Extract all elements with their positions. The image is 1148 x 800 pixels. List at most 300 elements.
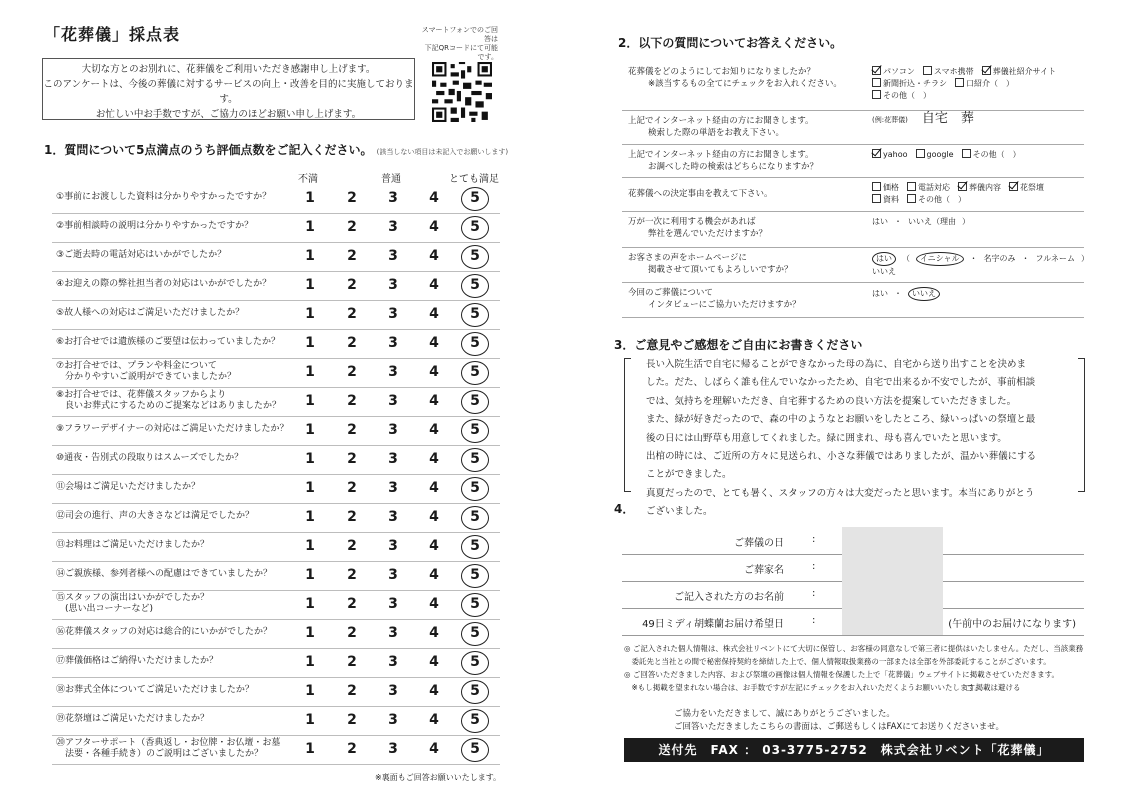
score-option-4[interactable]: 4 bbox=[429, 277, 439, 293]
score-option-5[interactable]: 5 bbox=[470, 393, 480, 409]
question-line: ⑭ご親族様、参列者様への配慮はできていましたか？ bbox=[56, 569, 273, 579]
selected-score-circle bbox=[461, 448, 489, 472]
score-option-2[interactable]: 2 bbox=[347, 364, 357, 380]
fax-banner: 送付先 FAX ： 03-3775-2752 株式会社リベント「花葬儀」 bbox=[624, 738, 1084, 762]
score-option-5[interactable]: 5 bbox=[470, 277, 480, 293]
thanks-line: ご回答いただきましたこちらの書面は、ご郵送もしくはFAXにてお送りくださいませ。 bbox=[674, 722, 1004, 732]
selected-score-circle bbox=[461, 332, 489, 356]
question-line: 法要・各種手続き）のご説明はございましたか？ bbox=[56, 749, 264, 759]
score-option-2[interactable]: 2 bbox=[347, 538, 357, 554]
field-input[interactable] bbox=[948, 581, 1078, 608]
checkbox-icon bbox=[872, 149, 881, 158]
score-option-3[interactable]: 3 bbox=[388, 712, 398, 728]
privacy-line: ◎ ご記入された個人情報は、株式会社リベントにて大切に保管し、お客様の同意なしで第三者に提供はいたしません。ただし、当該業務 bbox=[624, 644, 1084, 653]
score-option-4[interactable]: 4 bbox=[429, 654, 439, 670]
redacted-value bbox=[842, 581, 943, 608]
score-option-2[interactable]: 2 bbox=[347, 422, 357, 438]
score-option-3[interactable]: 3 bbox=[388, 596, 398, 612]
question-text bbox=[56, 308, 244, 319]
rating-row bbox=[52, 445, 500, 475]
score-option-1[interactable]: 1 bbox=[305, 538, 315, 554]
survey-answer bbox=[872, 182, 1052, 206]
answer-option[interactable]: ） bbox=[1012, 150, 1021, 159]
checkbox-label: 価格 bbox=[883, 183, 899, 192]
selected-score-circle bbox=[461, 245, 489, 269]
score-option-3[interactable]: 3 bbox=[388, 567, 398, 583]
rating-row bbox=[52, 648, 500, 678]
survey-answer bbox=[872, 149, 1027, 161]
answer-option[interactable]: ） bbox=[958, 195, 966, 204]
answer-checkbox[interactable] bbox=[955, 79, 998, 88]
rating-row bbox=[52, 213, 500, 243]
selected-score-circle bbox=[461, 274, 489, 298]
survey-answer bbox=[872, 216, 976, 228]
privacy-line: ※もし掲載を望まれない場合は、お手数ですが左記にチェックをお入れいただくようお願いいたします。 bbox=[624, 683, 982, 692]
checkbox-icon bbox=[907, 194, 916, 203]
score-option-2[interactable]: 2 bbox=[347, 335, 357, 351]
comment-line: 出棺の時には、ご近所の方々に見送られ、小さな葬儀ではありましたが、温かい葬儀にする bbox=[646, 451, 1037, 463]
answer-line bbox=[872, 66, 1064, 78]
score-option-5[interactable]: 5 bbox=[470, 509, 480, 525]
question-line: ⑧お打合せでは、花葬儀スタッフからより bbox=[56, 390, 227, 400]
score-option-2[interactable]: 2 bbox=[347, 480, 357, 496]
question-line: 良いお葬式にするためのご提案などはありましたか？ bbox=[56, 401, 282, 411]
score-option-1[interactable]: 1 bbox=[305, 364, 315, 380]
selected-score-circle bbox=[461, 390, 489, 414]
rating-row bbox=[52, 300, 500, 330]
score-option-4[interactable]: 4 bbox=[429, 741, 439, 757]
rating-row bbox=[52, 474, 500, 504]
question-line: ②事前相談時の説明は分かりやすかったですか？ bbox=[56, 221, 254, 231]
survey-question bbox=[628, 216, 767, 240]
question-text bbox=[56, 361, 236, 383]
selected-score-circle bbox=[461, 593, 489, 617]
intro-line: 大切な方とのお別れに、花葬儀をご利用いただき感謝申し上げます。 bbox=[81, 64, 376, 75]
score-option-2[interactable]: 2 bbox=[347, 190, 357, 206]
score-option-5[interactable]: 5 bbox=[470, 538, 480, 554]
checkbox-icon bbox=[955, 78, 964, 87]
answer-checkbox[interactable] bbox=[958, 183, 1001, 192]
score-option-1[interactable]: 1 bbox=[305, 393, 315, 409]
field-label: ご記入された方のお名前 bbox=[674, 592, 784, 603]
answer-checkbox[interactable] bbox=[1009, 183, 1044, 192]
back-side-note: ※裏面もご回答お願いいたします。 bbox=[375, 773, 502, 782]
optout-checkbox[interactable]: □ 掲載は避ける bbox=[966, 683, 1021, 692]
score-option-3[interactable]: 3 bbox=[388, 625, 398, 641]
checkbox-icon bbox=[872, 66, 881, 75]
score-option-4[interactable]: 4 bbox=[429, 393, 439, 409]
survey-answer bbox=[872, 287, 946, 301]
score-option-5[interactable]: 5 bbox=[470, 219, 480, 235]
score-option-4[interactable]: 4 bbox=[429, 538, 439, 554]
field-colon: : bbox=[812, 561, 816, 572]
score-option-3[interactable]: 3 bbox=[388, 364, 398, 380]
score-option-4[interactable]: 4 bbox=[429, 712, 439, 728]
checkbox-icon bbox=[962, 149, 971, 158]
survey-row bbox=[622, 212, 1084, 248]
selected-score-circle bbox=[461, 651, 489, 675]
answer-option[interactable]: ・ bbox=[969, 254, 978, 263]
question-line: 分かりやすいご説明ができていましたか？ bbox=[56, 372, 237, 382]
answer-checkbox[interactable] bbox=[872, 67, 915, 76]
checkbox-icon bbox=[923, 66, 932, 75]
survey-question-line: 花葬儀への決定事由を教えて下さい。 bbox=[628, 189, 773, 199]
score-option-5[interactable]: 5 bbox=[470, 335, 480, 351]
answer-checkbox[interactable] bbox=[982, 67, 1056, 76]
qr-note bbox=[420, 26, 498, 62]
checkbox-label: 葬儀社紹介サイト bbox=[992, 67, 1057, 76]
redacted-value bbox=[842, 554, 943, 581]
score-option-4[interactable]: 4 bbox=[429, 422, 439, 438]
score-option-5[interactable]: 5 bbox=[470, 567, 480, 583]
survey-answer bbox=[872, 252, 1095, 278]
answer-checkbox[interactable] bbox=[872, 195, 899, 204]
score-option-1[interactable]: 1 bbox=[305, 741, 315, 757]
section1-heading bbox=[44, 141, 508, 158]
answer-line bbox=[872, 194, 1052, 206]
score-option-2[interactable]: 2 bbox=[347, 451, 357, 467]
question-text bbox=[56, 593, 209, 615]
score-option-2[interactable]: 2 bbox=[347, 567, 357, 583]
question-line: ⑥お打合せでは遺族様のご要望は伝わっていましたか？ bbox=[56, 337, 280, 347]
selected-score-circle bbox=[461, 709, 489, 733]
score-option-2[interactable]: 2 bbox=[347, 596, 357, 612]
question-text bbox=[56, 390, 281, 412]
survey-row bbox=[622, 248, 1089, 283]
checkbox-label: その他（ bbox=[918, 195, 950, 204]
question-line: ⑪会場はご満足いただけましたか？ bbox=[56, 482, 201, 492]
survey-row bbox=[622, 178, 1084, 212]
score-option-5[interactable]: 5 bbox=[470, 712, 480, 728]
survey-question-line: 上記でインターネット経由の方にお聞きします。 bbox=[628, 116, 814, 126]
score-option-1[interactable]: 1 bbox=[305, 335, 315, 351]
score-option-4[interactable]: 4 bbox=[429, 364, 439, 380]
question-line: ⑫司会の進行、声の大きさなどは満足でしたか？ bbox=[56, 511, 255, 521]
answer-option[interactable]: ） bbox=[1080, 254, 1089, 263]
score-option-5[interactable]: 5 bbox=[470, 364, 480, 380]
question-text bbox=[56, 424, 288, 435]
score-option-1[interactable]: 1 bbox=[305, 306, 315, 322]
score-option-5[interactable]: 5 bbox=[470, 190, 480, 206]
checkbox-label: パソコン bbox=[883, 67, 915, 76]
selected-score-circle bbox=[461, 303, 489, 327]
survey-question-line: インタビューにご協力いただけますか？ bbox=[648, 300, 801, 310]
answer-line bbox=[872, 252, 1095, 266]
score-option-4[interactable]: 4 bbox=[429, 306, 439, 322]
answer-checkbox[interactable] bbox=[907, 195, 950, 204]
checkbox-label: その他（ bbox=[972, 150, 1005, 159]
score-option-5[interactable]: 5 bbox=[470, 306, 480, 322]
info-field-row bbox=[622, 581, 1084, 609]
score-option-5[interactable]: 5 bbox=[470, 741, 480, 757]
page-title: 「花葬儀」採点表 bbox=[44, 25, 181, 44]
thanks-note bbox=[674, 708, 1004, 734]
score-option-3[interactable]: 3 bbox=[388, 190, 398, 206]
score-option-2[interactable]: 2 bbox=[347, 277, 357, 293]
score-option-4[interactable]: 4 bbox=[429, 596, 439, 612]
section4-heading: 4． bbox=[614, 502, 635, 516]
question-text bbox=[56, 685, 254, 696]
question-text bbox=[56, 337, 280, 348]
score-option-3[interactable]: 3 bbox=[388, 683, 398, 699]
rating-row bbox=[52, 184, 500, 214]
score-option-5[interactable]: 5 bbox=[470, 625, 480, 641]
score-option-4[interactable]: 4 bbox=[429, 480, 439, 496]
answer-option[interactable]: ） bbox=[962, 217, 970, 226]
survey-question-line: 掲載させて頂いてもよろしいですか？ bbox=[648, 265, 793, 275]
answer-option[interactable]: はい bbox=[872, 217, 888, 226]
field-suffix: (午前中のお届けになります) bbox=[948, 619, 1076, 630]
answer-option[interactable]: ・ bbox=[894, 289, 902, 298]
survey-question-line: 検索した際の単語をお教え下さい。 bbox=[648, 128, 785, 138]
checkbox-label: 電話対応 bbox=[918, 183, 950, 192]
answer-option[interactable]: いいえ bbox=[872, 267, 896, 276]
search-word-handwritten[interactable]: 自宅 葬 bbox=[921, 111, 974, 126]
answer-checkbox[interactable] bbox=[872, 91, 915, 100]
question-text bbox=[56, 453, 243, 464]
score-option-1[interactable]: 1 bbox=[305, 596, 315, 612]
score-option-1[interactable]: 1 bbox=[305, 480, 315, 496]
score-option-5[interactable]: 5 bbox=[470, 480, 480, 496]
question-text bbox=[56, 540, 209, 551]
checkbox-label: スマホ携帯 bbox=[933, 67, 974, 76]
score-option-3[interactable]: 3 bbox=[388, 335, 398, 351]
score-option-3[interactable]: 3 bbox=[388, 422, 398, 438]
checkbox-icon bbox=[872, 194, 881, 203]
answer-option[interactable]: ・ bbox=[1021, 254, 1030, 263]
section2-heading: 2．以下の質問についてお答えください。 bbox=[618, 36, 843, 50]
scale-label-mid: 普通 bbox=[381, 174, 401, 185]
comment-text-area[interactable] bbox=[646, 356, 1078, 522]
comment-line: 長い入院生活で自宅に帰ることができなかった母の為に、自宅から送り出すことを決めま bbox=[646, 359, 1027, 370]
question-line: ⑱お葬式全体についてご満足いただけましたか？ bbox=[56, 685, 254, 695]
question-line: ⑤故人様への対応はご満足いただけましたか？ bbox=[56, 308, 245, 318]
question-line: ⑯花葬儀スタッフの対応は総合的にいかがでしたか？ bbox=[56, 627, 273, 637]
rating-row bbox=[52, 271, 500, 301]
score-option-1[interactable]: 1 bbox=[305, 422, 315, 438]
qr-code-icon[interactable] bbox=[432, 62, 492, 122]
score-option-3[interactable]: 3 bbox=[388, 509, 398, 525]
score-option-1[interactable]: 1 bbox=[305, 248, 315, 264]
survey-question-line: 花葬儀をどのようにしてお知りになりましたか？ bbox=[628, 67, 816, 77]
score-option-5[interactable]: 5 bbox=[470, 683, 480, 699]
comment-bracket-right bbox=[1078, 358, 1085, 492]
field-label: 49日ミディ胡蝶蘭お届け希望日 bbox=[642, 619, 784, 630]
score-option-3[interactable]: 3 bbox=[388, 248, 398, 264]
survey-row bbox=[622, 111, 1084, 145]
survey-row bbox=[622, 145, 1084, 178]
answer-line bbox=[872, 216, 976, 228]
score-option-3[interactable]: 3 bbox=[388, 306, 398, 322]
scale-label-high: とても満足 bbox=[449, 174, 499, 185]
checkbox-label: 資料 bbox=[883, 195, 899, 204]
score-option-4[interactable]: 4 bbox=[429, 451, 439, 467]
answer-option[interactable]: ・ bbox=[894, 217, 902, 226]
score-option-3[interactable]: 3 bbox=[388, 219, 398, 235]
score-option-4[interactable]: 4 bbox=[429, 219, 439, 235]
survey-question-line: お客さまの声をホームページに bbox=[628, 253, 747, 263]
question-text bbox=[56, 482, 200, 493]
survey-question bbox=[628, 252, 793, 276]
qr-note-line: 下記QRコードにて可能です。 bbox=[424, 44, 498, 61]
comment-line: 真夏だったので、とても暑く、スタッフの方々は大変だったと思います。本当にありがとう bbox=[646, 487, 1035, 499]
score-option-1[interactable]: 1 bbox=[305, 277, 315, 293]
question-text bbox=[56, 192, 271, 203]
answer-line bbox=[872, 287, 946, 301]
question-line: (思い出コーナーなど) bbox=[56, 604, 154, 614]
answer-checkbox[interactable] bbox=[923, 67, 974, 76]
question-text bbox=[56, 738, 280, 760]
score-option-5[interactable]: 5 bbox=[470, 422, 480, 438]
checkbox-label: 新聞折込・チラシ bbox=[883, 79, 947, 88]
score-option-1[interactable]: 1 bbox=[305, 567, 315, 583]
selected-score-circle bbox=[461, 535, 489, 559]
comment-line: では、気持ちを理解いただき、自宅葬するための良い方法を提案していただきました。 bbox=[646, 395, 1017, 407]
answer-checkbox[interactable] bbox=[872, 183, 899, 192]
redacted-value bbox=[842, 527, 943, 554]
comment-line: した。だた、しばらく誰も住んでいなかったため、自宅で出来るか不安でしたが、事前相談 bbox=[646, 377, 1036, 389]
answer-option[interactable]: いいえ bbox=[908, 287, 940, 301]
info-field-row bbox=[622, 608, 1084, 636]
score-option-2[interactable]: 2 bbox=[347, 509, 357, 525]
answer-option[interactable]: ） bbox=[1006, 79, 1014, 88]
answer-checkbox[interactable] bbox=[962, 150, 1005, 159]
score-option-3[interactable]: 3 bbox=[388, 538, 398, 554]
field-label: ご葬家名 bbox=[744, 565, 784, 576]
answer-checkbox[interactable] bbox=[872, 79, 947, 88]
rating-row bbox=[52, 503, 500, 533]
score-option-2[interactable]: 2 bbox=[347, 248, 357, 264]
answer-option[interactable]: いいえ（理由 bbox=[908, 217, 956, 226]
answer-checkbox[interactable] bbox=[872, 150, 908, 159]
question-line: ⑲花祭壇はご満足いただけましたか？ bbox=[56, 714, 210, 724]
section1-title: 1．質問について5点満点のうち評価点数をご記入ください。 bbox=[44, 143, 373, 157]
score-option-4[interactable]: 4 bbox=[429, 509, 439, 525]
score-option-5[interactable]: 5 bbox=[470, 654, 480, 670]
answer-option[interactable]: はい bbox=[872, 252, 896, 266]
selected-score-circle bbox=[461, 622, 489, 646]
field-label: ご葬儀の日 bbox=[734, 538, 784, 549]
survey-question-line: 上記でインターネット経由の方にお聞きします。 bbox=[628, 150, 814, 160]
score-option-3[interactable]: 3 bbox=[388, 393, 398, 409]
answer-option[interactable]: フルネーム bbox=[1035, 254, 1075, 263]
answer-checkbox[interactable] bbox=[907, 183, 950, 192]
comment-line: また、緑が好きだったので、森の中のようなとお願いをしたところ、緑いっぱいの祭壇と最 bbox=[646, 414, 1036, 426]
answer-option[interactable]: （ bbox=[902, 254, 910, 263]
question-text bbox=[56, 279, 271, 290]
answer-option[interactable]: イニシャル bbox=[916, 252, 964, 266]
answer-option[interactable]: 名字のみ bbox=[983, 254, 1016, 263]
score-option-4[interactable]: 4 bbox=[429, 625, 439, 641]
answer-line bbox=[872, 149, 1027, 161]
rating-row bbox=[52, 387, 500, 417]
qr-note-line: スマートフォンでのご回答は bbox=[421, 26, 498, 43]
survey-question bbox=[628, 66, 842, 90]
field-input[interactable] bbox=[948, 554, 1078, 581]
score-option-2[interactable]: 2 bbox=[347, 654, 357, 670]
scale-label-low: 不満 bbox=[298, 174, 318, 185]
question-text bbox=[56, 511, 254, 522]
score-option-2[interactable]: 2 bbox=[347, 219, 357, 235]
field-colon: : bbox=[812, 588, 816, 599]
score-option-3[interactable]: 3 bbox=[388, 741, 398, 757]
comment-line: ございました。 bbox=[646, 506, 713, 518]
question-text bbox=[56, 656, 218, 667]
survey-question bbox=[628, 149, 818, 173]
score-option-1[interactable]: 1 bbox=[305, 451, 315, 467]
score-option-2[interactable]: 2 bbox=[347, 625, 357, 641]
score-option-4[interactable]: 4 bbox=[429, 248, 439, 264]
checkbox-icon bbox=[907, 182, 916, 191]
score-option-1[interactable]: 1 bbox=[305, 219, 315, 235]
rating-row bbox=[52, 416, 500, 446]
score-option-3[interactable]: 3 bbox=[388, 451, 398, 467]
score-option-4[interactable]: 4 bbox=[429, 190, 439, 206]
selected-score-circle bbox=[461, 738, 489, 762]
survey-question bbox=[628, 115, 814, 139]
score-option-4[interactable]: 4 bbox=[429, 683, 439, 699]
survey-answer bbox=[872, 66, 1064, 102]
answer-option[interactable]: ） bbox=[923, 91, 931, 100]
answer-option[interactable]: はい bbox=[872, 289, 888, 298]
question-line: ⑳アフターサポート（香典返し・お位牌・お仏壇・お墓 bbox=[56, 738, 281, 748]
score-option-4[interactable]: 4 bbox=[429, 335, 439, 351]
score-option-1[interactable]: 1 bbox=[305, 509, 315, 525]
answer-checkbox[interactable] bbox=[916, 150, 954, 159]
intro-line: このアンケートは、今後の葬儀に対するサービスの向上・改善を目的に実施しております。 bbox=[43, 79, 414, 105]
score-option-3[interactable]: 3 bbox=[388, 654, 398, 670]
rating-row bbox=[52, 677, 500, 707]
question-line: ⑰葬儀価格はご納得いただけましたか？ bbox=[56, 656, 219, 666]
survey-question-line: 弊社を選んでいただけますか？ bbox=[648, 229, 768, 239]
field-input[interactable] bbox=[948, 527, 1078, 554]
score-option-2[interactable]: 2 bbox=[347, 712, 357, 728]
score-option-4[interactable]: 4 bbox=[429, 567, 439, 583]
score-option-1[interactable]: 1 bbox=[305, 683, 315, 699]
selected-score-circle bbox=[461, 564, 489, 588]
score-option-2[interactable]: 2 bbox=[347, 741, 357, 757]
score-option-5[interactable]: 5 bbox=[470, 248, 480, 264]
comment-line: ことができました。 bbox=[646, 469, 732, 481]
score-option-1[interactable]: 1 bbox=[305, 625, 315, 641]
question-text bbox=[56, 714, 209, 725]
checkbox-icon bbox=[872, 78, 881, 87]
checkbox-icon bbox=[872, 90, 881, 99]
question-line: ③ご逝去時の電話対応はいかがでしたか？ bbox=[56, 250, 227, 260]
score-option-3[interactable]: 3 bbox=[388, 277, 398, 293]
score-option-1[interactable]: 1 bbox=[305, 712, 315, 728]
intro-box bbox=[42, 58, 415, 120]
score-option-1[interactable]: 1 bbox=[305, 654, 315, 670]
score-option-3[interactable]: 3 bbox=[388, 480, 398, 496]
score-option-2[interactable]: 2 bbox=[347, 683, 357, 699]
rating-row bbox=[52, 358, 500, 388]
checkbox-icon bbox=[982, 66, 991, 75]
rating-row bbox=[52, 329, 500, 359]
thanks-line: ご協力をいただきまして、誠にありがとうございました。 bbox=[674, 709, 895, 719]
selected-score-circle bbox=[461, 506, 489, 530]
info-field-row bbox=[622, 554, 1084, 582]
rating-row bbox=[52, 242, 500, 272]
checkbox-label: 葬儀内容 bbox=[969, 183, 1001, 192]
checkbox-label: google bbox=[926, 150, 954, 159]
score-option-2[interactable]: 2 bbox=[347, 393, 357, 409]
score-option-2[interactable]: 2 bbox=[347, 306, 357, 322]
score-option-5[interactable]: 5 bbox=[470, 451, 480, 467]
selected-score-circle bbox=[461, 216, 489, 240]
score-option-1[interactable]: 1 bbox=[305, 190, 315, 206]
score-option-5[interactable]: 5 bbox=[470, 596, 480, 612]
